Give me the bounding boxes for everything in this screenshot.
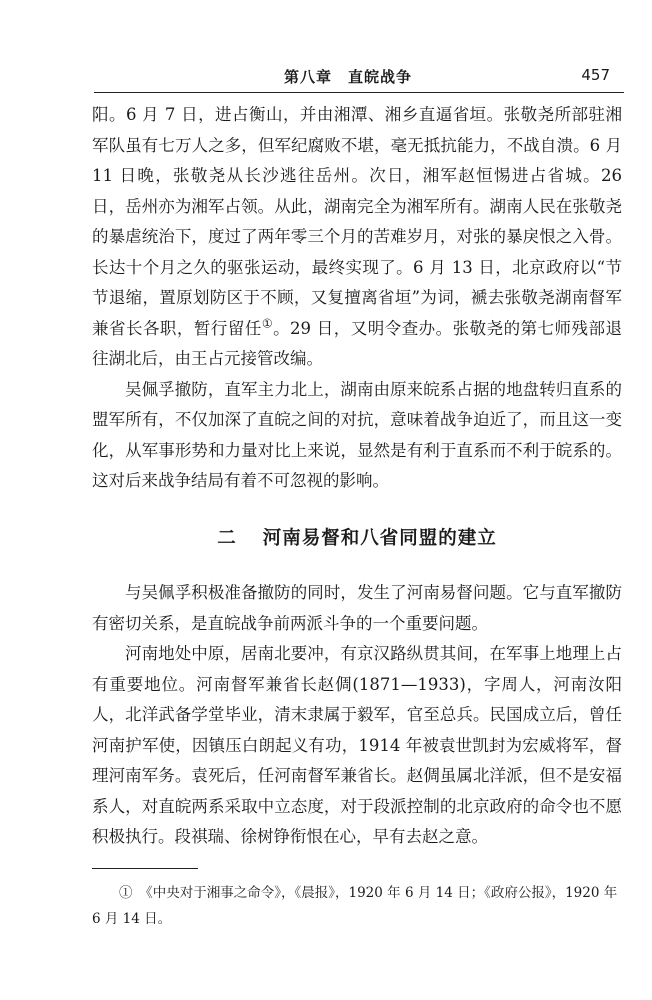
footnote: ① 《中央对于湘事之命令》，《晨报》，1920 年 6 月 14 日；《政府公报》，1920 年 6 月 14 日。 — [92, 885, 618, 927]
paragraph: 与吴佩孚积极准备撤防的同时，发生了河南易督问题。它与直军撤防有密切关系，是直皖战争前两派斗争的一个重要问题。 — [92, 583, 622, 633]
page-header — [94, 66, 618, 88]
paragraph-text: 阳。6 月 7 日，进占衡山，并由湘潭、湘乡直逼省垣。张敬尧所部驻湘军队虽有七万人之多，但军纪腐败不堪，毫无抵抗能力，不战自溃。6 月 11 日晚，张敬尧从长沙逃往岳州。次日，湘军赵恒惕进占省城。26 日，岳州亦为湘军占领。从此，湖南完全为湘军所有。湖南人民在张敬尧的暴虐统治下，度过了两年零三个月的苦难岁月，对张的暴戾恨之入骨。长达十个月之久的驱张运动，最终实现了。6 月 13 日，北京政府以“节节退缩，置原划防区于不顾，又复擅离省垣”为词，褫去张敬尧湖南督军兼省长各职，暂行留任 — [92, 105, 622, 338]
body-text-top — [92, 100, 622, 497]
body-text-bottom — [92, 578, 622, 853]
running-title: 第八章 直皖战争 — [284, 68, 413, 86]
footnote-reference: ① — [261, 316, 274, 330]
paragraph-text: 。29 日，又明令查办。张敬尧的第七师残部退往湖北后，由王占元接管改编。 — [92, 318, 622, 368]
paragraph — [92, 100, 622, 375]
footnote-rule — [92, 868, 198, 869]
header-rule — [94, 92, 624, 93]
section-heading — [92, 524, 622, 550]
paragraph: 吴佩孚撤防，直军主力北上，湖南由原来皖系占据的地盘转归直系的盟军所有，不仅加深了直皖之间的对抗，意味着战争迫近了，而且这一变化，从军事形势和力量对比上来说，显然是有利于直系而不利于皖系的。这对后来战争结局有着不可忽视的影响。 — [92, 379, 622, 490]
section-number: 二 — [217, 528, 237, 549]
paragraph: 河南地处中原，居南北要冲，有京汉路纵贯其间，在军事上地理上占有重要地位。河南督军兼省长赵倜(1871—1933)，字周人，河南汝阳人，北洋武备学堂毕业，清末隶属于毅军，官至总兵。民国成立后，曾任河南护军使，因镇压白朗起义有功，1914 年被袁世凯封为宏威将军，督理河南军务。袁死后，任河南督军兼省长。赵倜虽属北洋派，但不是安福系人，对直皖两系采取中立态度，对于段派控制的北京政府的命令也不愿积极执行。段祺瑞、徐树铮衔恨在心，早有去赵之意。 — [92, 644, 622, 846]
section-title: 河南易督和八省同盟的建立 — [262, 528, 497, 549]
page-number: 457 — [581, 66, 610, 84]
